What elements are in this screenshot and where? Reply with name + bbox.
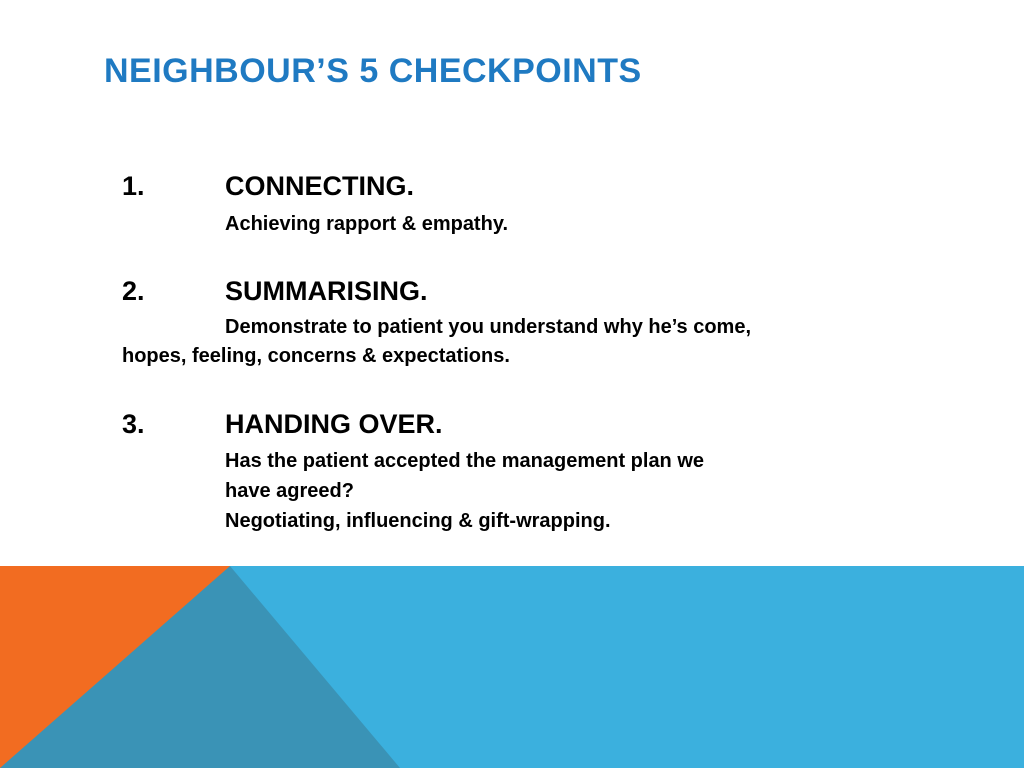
checkpoint-heading: HANDING OVER. [225, 409, 443, 439]
checkpoint-description: Achieving rapport & empathy. [225, 213, 509, 235]
checkpoint-heading: CONNECTING. [225, 171, 414, 201]
checkpoint-number: 1. [122, 171, 145, 201]
decorative-footer-band [0, 566, 1024, 768]
checkpoint-number: 2. [122, 276, 145, 306]
checkpoint-description: Has the patient accepted the management plan we [225, 450, 705, 472]
checkpoint-description: Negotiating, influencing & gift-wrapping. [225, 510, 611, 532]
checkpoint-description: hopes, feeling, concerns & expectations. [122, 345, 510, 367]
checkpoint-heading: SUMMARISING. [225, 276, 428, 306]
checkpoint-number: 3. [122, 409, 145, 439]
checkpoint-description: Demonstrate to patient you understand why he’s come, [225, 316, 752, 338]
slide-title: NEIGHBOUR’S 5 CHECKPOINTS [104, 52, 642, 90]
checkpoint-description: have agreed? [225, 480, 354, 502]
